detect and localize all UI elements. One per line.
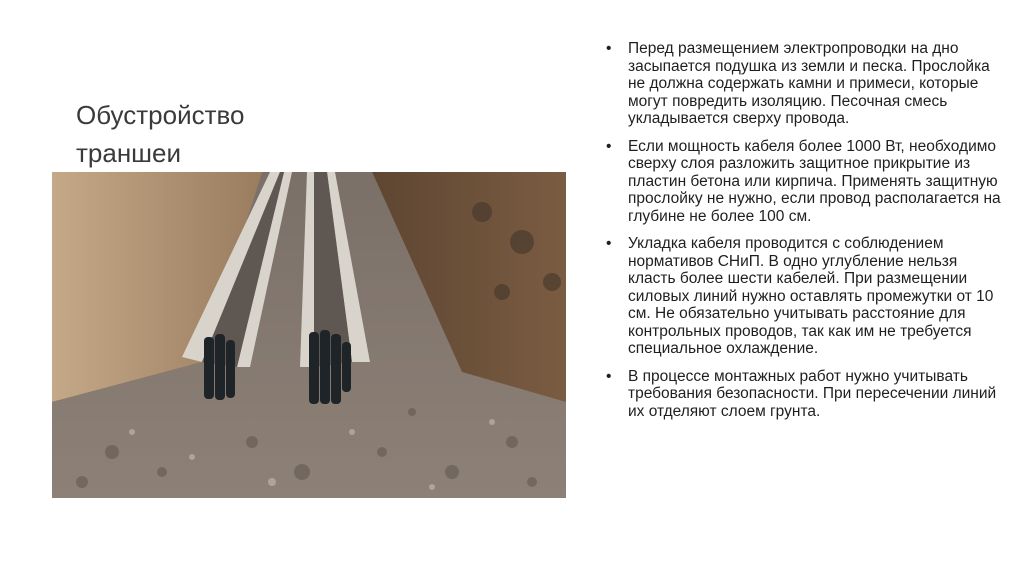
trench-photo-illustration <box>52 172 566 498</box>
title-line-2: траншеи <box>76 138 182 168</box>
bullet-dot-icon: • <box>606 137 612 155</box>
title-line-1: Обустройство <box>76 100 245 130</box>
bullet-text: Перед размещением электропроводки на дно засыпается подушка из земли и песка. Прослойка не должна содержать камни и примеси, которые могут повредить изоляцию. Песочная смесь укладывается сверху провода. <box>628 40 990 127</box>
bullet-item <box>606 368 1004 421</box>
trench-photo <box>52 172 566 498</box>
bullet-text: Укладка кабеля проводится с соблюдением нормативов СНиП. В одно углубление нельзя класть более шести кабелей. При размещении силовых линий нужно оставлять промежутки от 10 см. Не обязательно учитывать расстояние для контрольных проводов, так как им не требуется специальное охлаждение. <box>628 235 994 357</box>
bullet-dot-icon: • <box>606 40 612 57</box>
bullet-item <box>606 138 1004 226</box>
bullet-list <box>606 40 1004 430</box>
bullet-item <box>606 40 1004 128</box>
bullet-dot-icon: • <box>606 367 612 385</box>
bullet-text: В процессе монтажных работ нужно учитывать требования безопасности. При пересечении линий их отделяют слоем грунта. <box>628 367 997 420</box>
bullet-dot-icon: • <box>606 235 612 252</box>
slide-title <box>76 96 376 172</box>
bullet-item <box>606 235 1004 358</box>
bullet-text: Если мощность кабеля более 1000 Вт, необходимо сверху слоя разложить защитное прикрытие из пластин бетона или кирпича. Применять защитную прослойку не нужно, если провод располагается на глубине не более 100 см. <box>628 137 1001 225</box>
